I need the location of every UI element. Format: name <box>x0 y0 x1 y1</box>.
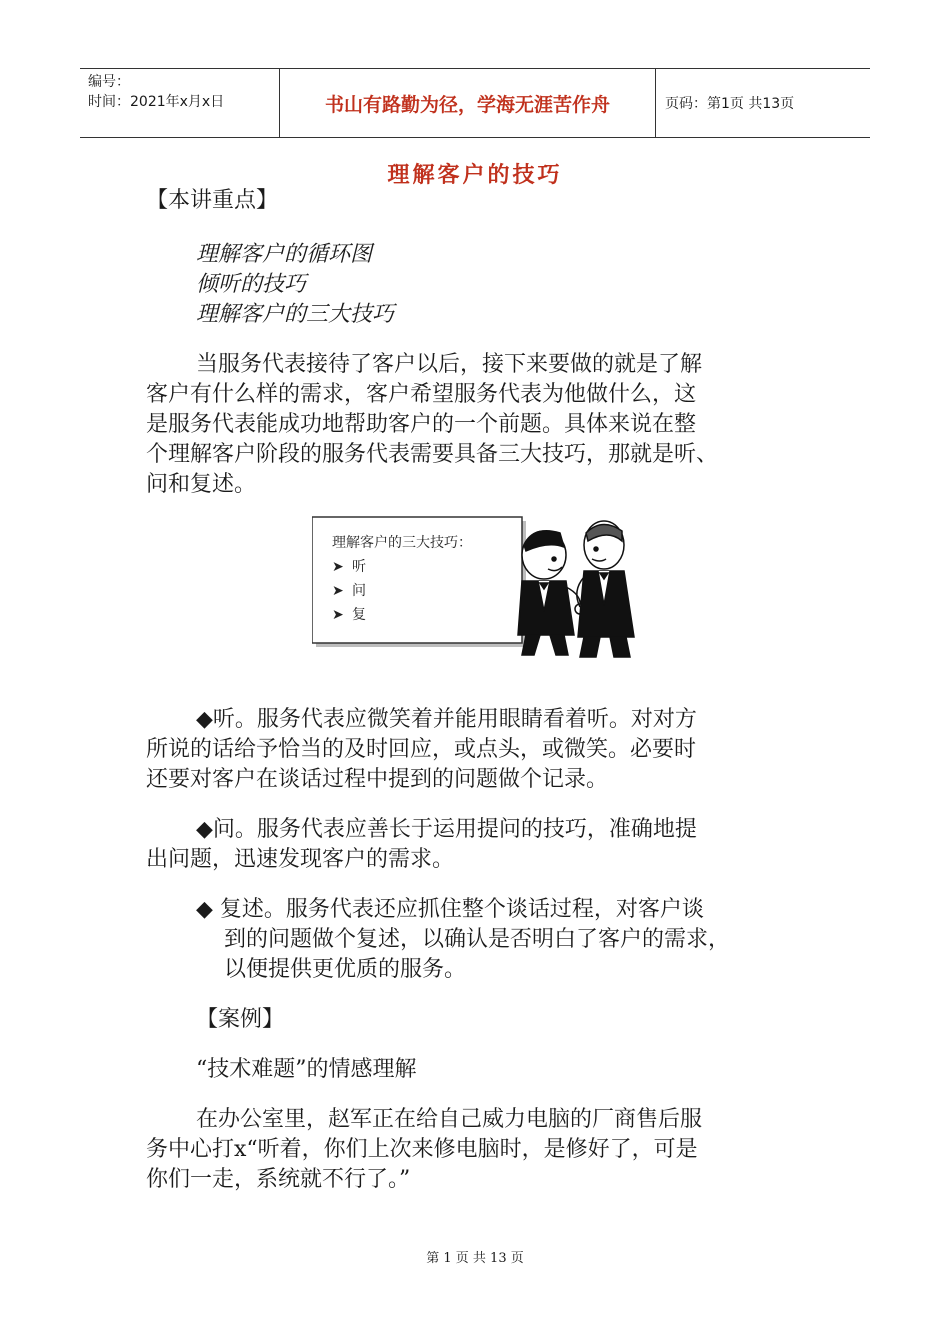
figure-arrow-icon: ➤ <box>332 607 344 623</box>
ask-line: 出问题，迅速发现客户的需求。 <box>146 847 455 872</box>
header-meta-cell <box>80 69 280 137</box>
figure-arrow-icon: ➤ <box>332 583 344 599</box>
ask-paragraph <box>146 815 806 875</box>
figure-item: 问 <box>352 583 366 599</box>
cartoon-figure <box>312 515 642 660</box>
intro-line: 是服务代表能成功地帮助客户的一个前题。具体来说在整 <box>146 412 697 437</box>
repeat-line: 到的问题做个复述，以确认是否明白了客户的需求， <box>224 927 731 952</box>
repeat-line: ◆ 复述。服务代表还应抓住整个谈话过程，对客户谈 <box>196 897 704 922</box>
header-number-label: 编号： <box>88 74 130 90</box>
figure-item: 复 <box>352 607 366 623</box>
ask-line: ◆问。服务代表应善长于运用提问的技巧，准确地提 <box>196 817 697 842</box>
key-point-item: 理解客户的三大技巧 <box>196 302 395 327</box>
figure-arrow-icon: ➤ <box>332 559 344 575</box>
header-motto: 书山有路勤为径，学海无涯苦作舟 <box>280 69 656 137</box>
key-point-item: 倾听的技巧 <box>196 272 307 297</box>
intro-line: 当服务代表接待了客户以后，接下来要做的就是了解 <box>196 352 703 377</box>
header-page-info: 页码：第1页 共13页 <box>665 96 795 112</box>
intro-paragraph <box>146 350 806 500</box>
case-line: 务中心打x“听着，你们上次来修电脑时，是修好了，可是 <box>146 1137 698 1162</box>
listen-line: ◆听。服务代表应微笑着并能用眼睛看着听。对对方 <box>196 707 697 732</box>
document-header <box>80 68 870 138</box>
key-points-heading: 【本讲重点】 <box>146 188 279 213</box>
listen-line: 还要对客户在谈话过程中提到的问题做个记录。 <box>146 767 609 792</box>
intro-line: 问和复述。 <box>146 472 257 497</box>
case-heading: 【案例】 <box>196 1007 285 1032</box>
repeat-line: 以便提供更优质的服务。 <box>224 957 467 982</box>
listen-paragraph <box>146 705 806 795</box>
page-footer: 第 1 页 共 13 页 <box>426 1251 524 1266</box>
figure-item: 听 <box>352 559 366 575</box>
skills-illustration <box>312 515 642 660</box>
intro-line: 客户有什么样的需求，客户希望服务代表为他做什么，这 <box>146 382 697 407</box>
header-date-label: 时间：2021年x月x日 <box>88 94 225 110</box>
listen-line: 所说的话给予恰当的及时回应，或点头，或微笑。必要时 <box>146 737 697 762</box>
cartoon-man-right-icon <box>577 521 634 657</box>
figure-caption: 理解客户的三大技巧： <box>332 535 472 551</box>
repeat-paragraph <box>146 895 806 985</box>
case-line: 在办公室里，赵军正在给自己威力电脑的厂商售后服 <box>196 1107 703 1132</box>
intro-line: 个理解客户阶段的服务代表需要具备三大技巧，那就是听、 <box>146 442 719 467</box>
case-line: 你们一走，系统就不行了。” <box>146 1167 411 1192</box>
key-point-item: 理解客户的循环图 <box>196 242 373 267</box>
case-paragraph <box>146 1105 806 1195</box>
cartoon-man-left-icon <box>518 531 585 655</box>
case-subtitle: “技术难题”的情感理解 <box>196 1057 417 1082</box>
document-title: 理解客户的技巧 <box>387 163 563 188</box>
